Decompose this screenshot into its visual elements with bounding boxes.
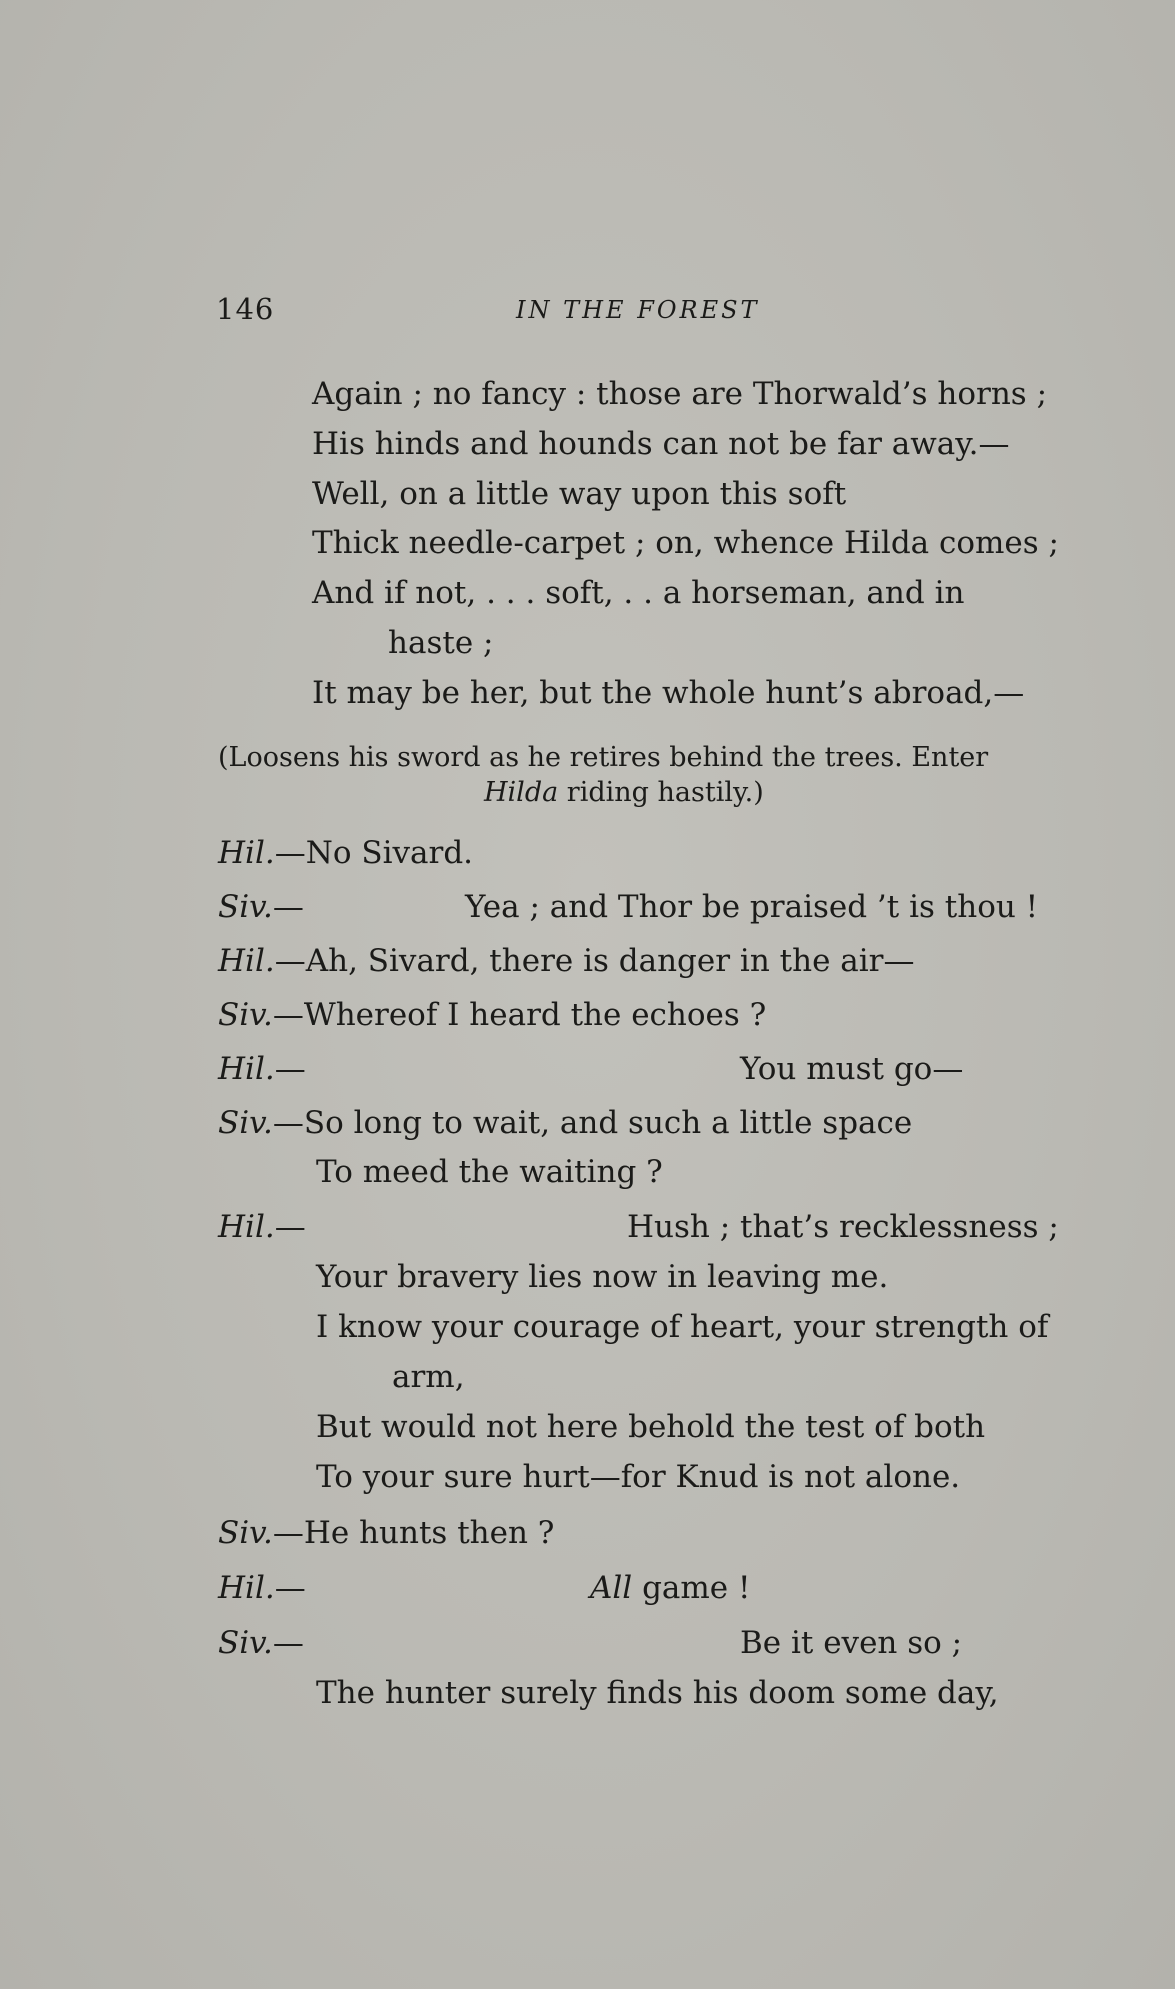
speaker-name: Siv. (218, 1515, 273, 1551)
verse-line (312, 476, 847, 512)
dialogue-line (218, 997, 767, 1033)
speaker-name: Hil. (218, 1570, 275, 1606)
speaker-dash: — (272, 1105, 304, 1141)
verse-line-text: And if not, . . . soft, . . a horseman, and in (312, 575, 965, 611)
dialogue-text-indented (590, 1570, 751, 1606)
dialogue-text: He hunts then ? (303, 1515, 555, 1551)
dialogue-text: Whereof I heard the echoes ? (303, 997, 767, 1033)
dialogue-text: Hush ; that’s recklessness ; (627, 1209, 1059, 1245)
speaker-dash: — (272, 997, 304, 1033)
speaker-dash: — (272, 1515, 304, 1551)
dialogue-continuation (316, 1459, 961, 1495)
dialogue-text: Your bravery lies now in leaving me. (316, 1259, 889, 1295)
dialogue-text-indented (627, 1209, 1059, 1245)
speaker-name: Siv. (218, 889, 273, 925)
verse-line (312, 376, 1075, 412)
dialogue-text: To meed the waiting ? (316, 1154, 663, 1190)
dialogue-line (218, 1209, 306, 1245)
dialogue-continuation (316, 1259, 889, 1295)
speaker-name: Hil. (218, 943, 275, 979)
page-number: 146 (216, 292, 275, 326)
dialogue-continuation (316, 1154, 663, 1190)
dialogue-text: So long to wait, and such a little space (303, 1105, 913, 1141)
speaker-name: Siv. (218, 1625, 273, 1661)
speaker-dash: — (274, 943, 306, 979)
speaker-dash: — (272, 1625, 304, 1661)
dialogue-text: I know your courage of heart, your strength of (316, 1309, 1049, 1345)
verse-line (312, 525, 1059, 561)
dialogue-text: arm, (392, 1359, 465, 1395)
verse-line-text: His hinds and hounds can not be far away.— (312, 426, 1010, 462)
dialogue-line (218, 889, 304, 925)
dialogue-line (218, 1515, 555, 1551)
verse-line-turnover (388, 625, 494, 661)
stage-direction-line (218, 744, 988, 771)
dialogue-text: game ! (632, 1570, 751, 1606)
page-header (216, 292, 976, 332)
dialogue-text: Yea ; and Thor be praised ’t is thou ! (465, 889, 1039, 925)
verse-line (312, 426, 1010, 462)
dialogue-line (218, 835, 474, 871)
dialogue-text-emphasis: All (590, 1570, 633, 1606)
speaker-dash: — (274, 1570, 306, 1606)
verse-line-text: haste ; (388, 625, 494, 661)
dialogue-text: But would not here behold the test of both (316, 1409, 986, 1445)
dialogue-text-indented (740, 1625, 963, 1661)
speaker-name: Hil. (218, 835, 275, 871)
verse-line-text: Thick needle-carpet ; on, whence Hilda comes ; (312, 525, 1059, 561)
verse-line-text: Again ; no fancy : those are Thorwald’s horns ; (312, 376, 1048, 412)
dialogue-text: You must go— (740, 1051, 964, 1087)
stage-direction-line (484, 779, 764, 806)
stage-direction-text: (Loosens his sword as he retires behind the trees. Enter (218, 742, 989, 773)
verse-line (312, 675, 1025, 711)
dialogue-continuation (316, 1309, 1077, 1345)
dialogue-text: To your sure hurt—for Knud is not alone. (316, 1459, 961, 1495)
speaker-dash: — (272, 889, 304, 925)
dialogue-text: Ah, Sivard, there is danger in the air— (305, 943, 915, 979)
speaker-name: Hil. (218, 1051, 275, 1087)
speaker-dash: — (274, 835, 306, 871)
verse-line-text: It may be her, but the whole hunt’s abroad,— (312, 675, 1025, 711)
dialogue-turnover (392, 1359, 465, 1395)
stage-direction-text: riding hastily.) (558, 777, 764, 808)
dialogue-line (218, 1105, 913, 1141)
dialogue-text-indented (740, 1051, 964, 1087)
verse-line-text: Well, on a little way upon this soft (312, 476, 847, 512)
speaker-name: Hil. (218, 1209, 275, 1245)
speaker-dash: — (274, 1209, 306, 1245)
dialogue-continuation (316, 1675, 999, 1711)
speaker-dash: — (274, 1051, 306, 1087)
speaker-name: Siv. (218, 997, 273, 1033)
dialogue-line (218, 1625, 304, 1661)
dialogue-line (218, 1051, 306, 1087)
dialogue-continuation (316, 1409, 986, 1445)
dialogue-text-indented (465, 889, 1039, 925)
dialogue-text: No Sivard. (305, 835, 474, 871)
speaker-name: Siv. (218, 1105, 273, 1141)
dialogue-text: Be it even so ; (740, 1625, 963, 1661)
running-title: IN THE FOREST (516, 296, 760, 324)
dialogue-text: The hunter surely finds his doom some day, (316, 1675, 999, 1711)
verse-line (312, 575, 965, 611)
dialogue-line (218, 943, 915, 979)
stage-direction-character: Hilda (484, 777, 559, 808)
dialogue-line (218, 1570, 306, 1606)
